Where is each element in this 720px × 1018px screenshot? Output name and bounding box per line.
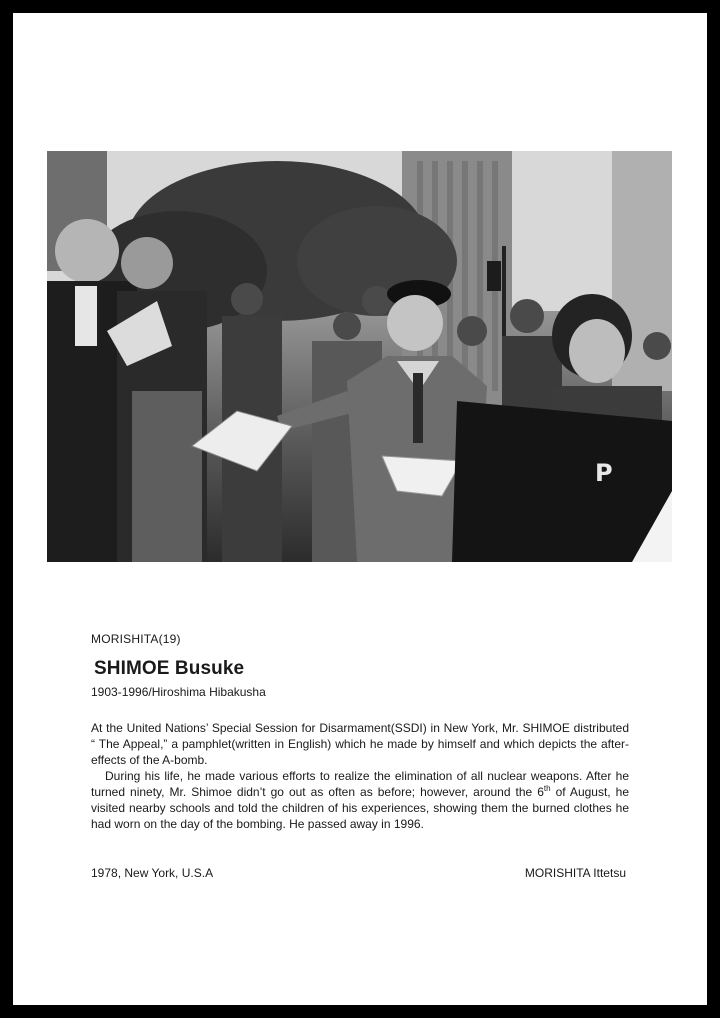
photographer-credit: MORISHITA Ittetsu: [524, 866, 626, 880]
subject-name: SHIMOE Busuke: [94, 658, 245, 679]
ordinal-suffix: th: [543, 784, 551, 793]
caption-footer: [91, 866, 629, 880]
description-text: [91, 720, 629, 832]
paragraph-2-part-1: During his life, he made various efforts to realize the elimination of all nuclear weapons. After he turned ninety, Mr. Shimoe didn’t go out as often as before; however, around the 6: [91, 769, 629, 799]
documentary-photograph: [47, 151, 672, 562]
poster-sheet: [13, 13, 707, 1005]
banner-letter: P: [595, 459, 613, 487]
paragraph-2-part-2: of August, he visited nearby schools and told the children of his experiences, showing them the burned clothes he had worn on the day of the bombing. He passed away in 1996.: [91, 785, 629, 831]
description-paragraph-2: [91, 768, 629, 832]
description-paragraph-1: At the United Nations’ Special Session for Disarmament(SSDI) in New York, Mr. SHIMOE distributed “ The Appeal,” a pamphlet(written in English) which he made by himself and which depicts the after-effects of the A-bomb.: [91, 721, 629, 767]
place-date: 1978, New York, U.S.A: [91, 866, 214, 880]
subject-dates: 1903-1996/Hiroshima Hibakusha: [91, 685, 266, 699]
photo-illustration: [47, 151, 672, 562]
series-label: MORISHITA(19): [91, 632, 181, 646]
